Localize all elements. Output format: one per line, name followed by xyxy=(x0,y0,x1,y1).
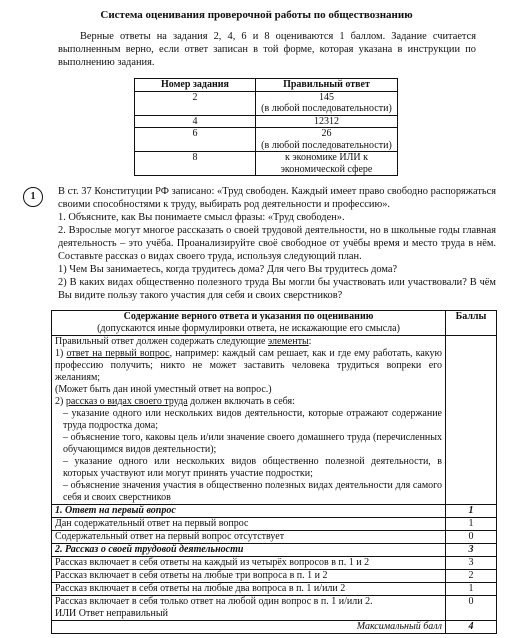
score-row-text: Рассказ включает в себя ответы на каждый из четырёх вопросов в п. 1 и 2 xyxy=(52,557,446,570)
answer-row-number: 6 xyxy=(135,128,256,152)
text-fragment: : xyxy=(308,336,312,347)
score-row-text: Дан содержательный ответ на первый вопрос xyxy=(52,518,446,531)
answer-row xyxy=(135,152,398,176)
score-row-text: 2. Рассказ о своей трудовой деятельности xyxy=(52,544,446,557)
score-row xyxy=(52,557,497,570)
score-row-text xyxy=(52,596,446,621)
score-row-value: 1 xyxy=(446,518,497,531)
text-fragment: элементы xyxy=(267,336,309,347)
answer-row-value xyxy=(255,115,397,128)
criteria-bullet: – указание одного или нескольких видов деятельности, которые отражают содержание труда подростка дома; xyxy=(63,408,442,431)
max-score-row xyxy=(52,621,497,634)
score-row xyxy=(52,570,497,583)
answer-value-line: 145 xyxy=(318,91,334,103)
criteria-table xyxy=(51,310,497,634)
answer-row-value xyxy=(255,128,397,152)
answer-row-number: 8 xyxy=(135,152,256,176)
score-row xyxy=(52,531,497,544)
criteria-content-score xyxy=(446,336,497,505)
task-plan-item-1: 1) Чем Вы занимаетесь, когда трудитесь дома? Для чего Вы трудитесь дома? xyxy=(58,264,398,275)
header-task-number: Номер задания xyxy=(135,79,256,92)
criteria-note: (Может быть дан иной уместный ответ на вопрос.) xyxy=(55,384,272,395)
task-paragraph: В ст. 37 Конституции РФ записано: «Труд свободен. Каждый имеет право свободно распоряжаться своими способностями к труду, выбирать род деятельности и профессию». xyxy=(58,186,496,210)
criteria-content-row xyxy=(52,336,497,505)
max-score-label: Максимальный балл xyxy=(52,621,446,634)
score-row-value: 3 xyxy=(446,557,497,570)
score-row xyxy=(52,596,497,621)
score-row-text: Рассказ включает в себя ответы на любые два вопроса в п. 1 и/или 2 xyxy=(52,583,446,596)
score-row xyxy=(52,544,497,557)
score-row-line: ИЛИ Ответ неправильный xyxy=(55,608,168,619)
criteria-bullet: – объяснение того, каковы цель и/или значение своего домашнего труда (перечисленных обучающимся видов деятельности); xyxy=(63,432,442,455)
task-plan-item-2: 2) В каких видах общественно полезного труда Вы могли бы участвовать или участвовали? В чём Вы видите пользу такого участия для себя и своих сверстников? xyxy=(58,277,496,301)
text-fragment: 1) xyxy=(55,348,67,359)
criteria-element-1 xyxy=(55,348,442,384)
answer-value-line: к экономике ИЛИ к xyxy=(284,152,368,163)
answer-row-value xyxy=(255,91,397,115)
score-row-text: Рассказ включает в себя ответы на любые три вопроса в п. 1 и 2 xyxy=(52,570,446,583)
text-fragment: Правильный ответ должен содержать следующие xyxy=(55,336,268,347)
score-row-value: 0 xyxy=(446,531,497,544)
criteria-header xyxy=(52,311,497,336)
answer-row-number: 4 xyxy=(135,115,256,128)
answer-row-number: 2 xyxy=(135,91,256,115)
task-number-badge: 1 xyxy=(23,187,43,207)
answer-row xyxy=(135,115,398,128)
intro-paragraph: Верные ответы на задания 2, 4, 6 и 8 оцениваются 1 баллом. Задание считается выполненным верно, если ответ записан в той форме, которая указана в инструкции по выполнению задания. xyxy=(58,31,476,68)
task-question-1: 1. Объясните, как Вы понимаете смысл фразы: «Труд свободен». xyxy=(58,212,345,223)
criteria-header-note: (допускаются иные формулировки ответа, не искажающие его смысла) xyxy=(97,323,400,334)
max-score-value: 4 xyxy=(446,621,497,634)
text-fragment: , например: каждый сам решает, как и где ему работать, какую профессию получить; никто не может заставить человека трудиться вопреки его желаниям; xyxy=(55,348,442,383)
score-row-value: 0 xyxy=(446,596,497,621)
score-row-value: 2 xyxy=(446,570,497,583)
answer-value-line: 12312 xyxy=(313,115,339,127)
score-row-value: 3 xyxy=(446,544,497,557)
criteria-content xyxy=(52,336,446,505)
answer-table xyxy=(134,78,398,176)
criteria-bullet: – объяснение значения участия в общественно полезных видах деятельности для самого себя и своих сверстников xyxy=(63,480,442,503)
criteria-header-main xyxy=(52,311,446,336)
answer-value-note: (в любой последовательности) xyxy=(261,139,392,151)
task-text xyxy=(58,185,496,302)
text-fragment: рассказ о видах своего труда xyxy=(65,396,188,407)
criteria-bullet: – указание одного или нескольких видов общественно полезной деятельности, в которых участвуют или могут принять участие подростки; xyxy=(63,456,442,479)
answer-value-note: (в любой последовательности) xyxy=(261,103,392,114)
criteria-element-2 xyxy=(55,396,442,408)
score-row-text: 1. Ответ на первый вопрос xyxy=(52,505,446,518)
answer-row xyxy=(135,91,398,115)
score-row-line: Рассказ включает в себя только ответ на любой один вопрос в п. 1 и/или 2. xyxy=(55,596,373,607)
score-row xyxy=(52,505,497,518)
text-fragment: ответ на первый вопрос xyxy=(66,348,170,359)
criteria-elements-line xyxy=(55,336,442,348)
answer-table-header xyxy=(135,79,398,92)
score-row-value: 1 xyxy=(446,505,497,518)
criteria-header-title: Содержание верного ответа и указания по оцениванию xyxy=(123,311,374,322)
task-question-2: 2. Взрослые могут многое рассказать о своей трудовой деятельности, но в школьные годы главная деятельность – это учёба. Проанализируйте своё свободное от учёбы время и место труда в нём. Составьте рассказ о видах своего труда, используя следующий план. xyxy=(58,225,496,262)
score-row-text: Содержательный ответ на первый вопрос отсутствует xyxy=(52,531,446,544)
header-correct-answer: Правильный ответ xyxy=(255,79,397,92)
criteria-header-score: Баллы xyxy=(446,311,497,336)
answer-row xyxy=(135,128,398,152)
answer-row-value xyxy=(255,152,397,176)
text-fragment: должен включать в себя: xyxy=(187,396,295,407)
score-row xyxy=(52,518,497,531)
answer-value-note: экономической сфере xyxy=(280,163,373,175)
text-fragment: 2) xyxy=(55,396,66,407)
page-title: Система оценивания проверочной работы по обществознанию xyxy=(100,9,413,21)
score-row xyxy=(52,583,497,596)
answer-value-line: 26 xyxy=(321,128,332,139)
intro-text xyxy=(58,30,476,69)
score-row-value: 1 xyxy=(446,583,497,596)
